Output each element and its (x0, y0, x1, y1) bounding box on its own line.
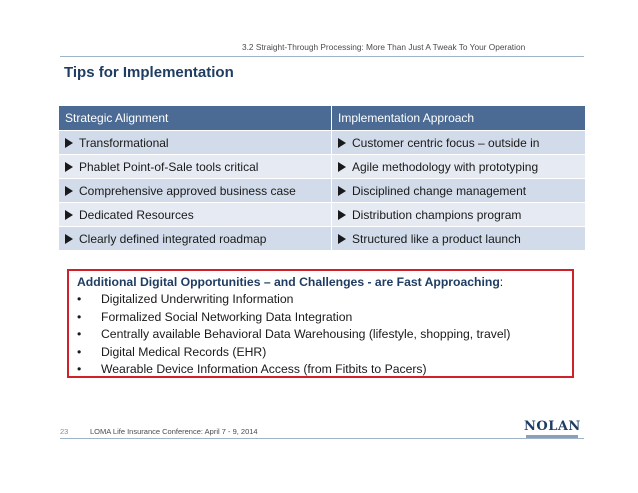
box-heading-colon: : (499, 275, 504, 289)
table-row (59, 227, 586, 251)
table-row (59, 179, 586, 203)
table-cell (332, 179, 586, 203)
arrow-bullet-icon (338, 186, 346, 196)
cell-text: Customer centric focus – outside in (352, 135, 540, 150)
logo-text: NOLAN (524, 419, 581, 434)
list-item (77, 361, 572, 379)
cell-text: Clearly defined integrated roadmap (79, 231, 267, 246)
cell-text: Distribution champions program (352, 207, 522, 222)
arrow-bullet-icon (65, 138, 73, 148)
logo-underline (526, 435, 578, 438)
digital-opportunities-box (67, 269, 574, 378)
arrow-bullet-icon (65, 162, 73, 172)
table-row (59, 155, 586, 179)
table-cell (59, 227, 332, 251)
cell-text: Comprehensive approved business case (79, 183, 296, 198)
cell-text: Phablet Point-of-Sale tools critical (79, 159, 259, 174)
nolan-logo (524, 420, 580, 440)
table-cell (59, 179, 332, 203)
list-item (77, 309, 572, 327)
box-heading-text: Additional Digital Opportunities – and Challenges - are Fast Approaching (77, 275, 500, 289)
arrow-bullet-icon (65, 234, 73, 244)
table-cell (332, 131, 586, 155)
table-header-row (59, 106, 586, 131)
bullet-icon: • (77, 344, 82, 359)
table-cell (332, 227, 586, 251)
arrow-bullet-icon (338, 138, 346, 148)
arrow-bullet-icon (338, 210, 346, 220)
slide-title: Tips for Implementation (64, 64, 234, 81)
arrow-bullet-icon (338, 162, 346, 172)
arrow-bullet-icon (338, 234, 346, 244)
section-header: 3.2 Straight-Through Processing: More Than Just A Tweak To Your Operation (242, 42, 526, 52)
bullet-icon: • (77, 292, 82, 306)
table-row (59, 131, 586, 155)
table-cell (59, 155, 332, 179)
bullet-icon: • (77, 327, 82, 341)
table-cell (59, 131, 332, 155)
footer-rule (60, 438, 584, 439)
cell-text: Disciplined change management (352, 183, 527, 198)
tips-table (58, 105, 586, 251)
opportunities-list (77, 291, 572, 379)
table-cell (332, 155, 586, 179)
table-cell (332, 203, 586, 227)
cell-text: Transformational (79, 135, 169, 150)
bullet-icon: • (77, 309, 82, 324)
box-heading (77, 275, 572, 289)
list-item-text: Digitalized Underwriting Information (101, 292, 294, 306)
page-number: 23 (60, 427, 69, 436)
column-header-implementation-approach: Implementation Approach (332, 106, 586, 131)
arrow-bullet-icon (65, 210, 73, 220)
cell-text: Dedicated Resources (79, 207, 194, 222)
list-item (77, 344, 572, 362)
list-item-text: Centrally available Behavioral Data Warehousing (lifestyle, shopping, travel) (101, 327, 511, 341)
cell-text: Structured like a product launch (352, 231, 521, 246)
bullet-icon: • (77, 362, 82, 376)
table-row (59, 203, 586, 227)
list-item-text: Wearable Device Information Access (from Fitbits to Pacers) (101, 362, 427, 376)
table-cell (59, 203, 332, 227)
cell-text: Agile methodology with prototyping (352, 159, 539, 174)
list-item-text: Formalized Social Networking Data Integration (101, 309, 353, 324)
column-header-strategic-alignment: Strategic Alignment (59, 106, 332, 131)
header-rule (60, 56, 584, 57)
list-item (77, 291, 572, 309)
list-item (77, 326, 572, 344)
footer-text: LOMA Life Insurance Conference: April 7 - 9, 2014 (90, 427, 258, 436)
list-item-text: Digital Medical Records (EHR) (101, 344, 267, 359)
arrow-bullet-icon (65, 186, 73, 196)
